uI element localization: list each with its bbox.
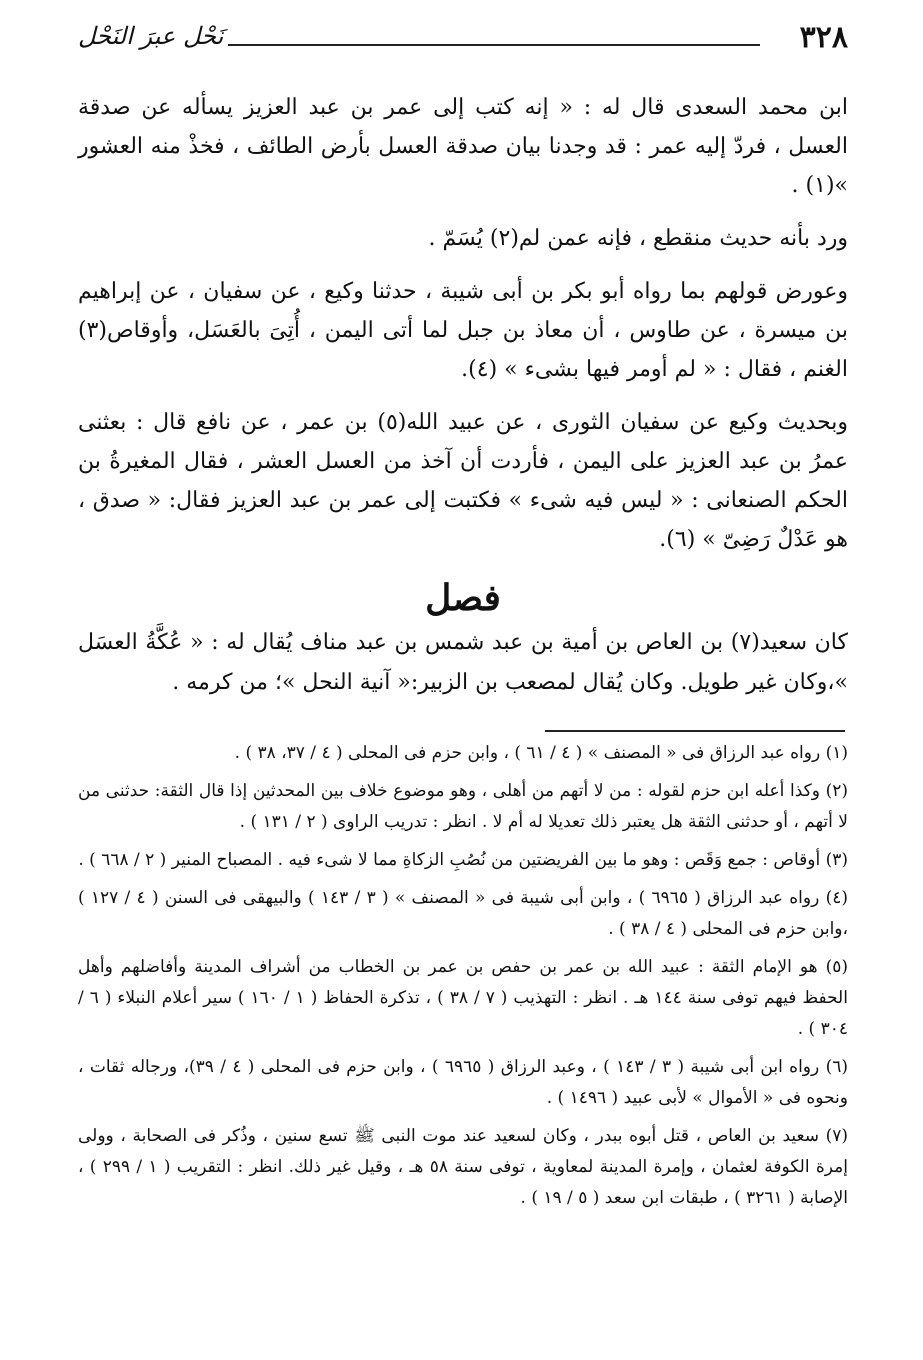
paragraph-4: وبحديث وكيع عن سفيان الثورى ، عن عبيد الله(٥) بن عمر ، عن نافع قال : بعثنى عمرُ بن عبد العزيز على اليمن ، فأردت أن آخذ من العسل العشر ، فقال المغيرةُ بن الحكم الصنعانى : « ليس فيه شىء » فكتبت إلى عمر بن عبد العزيز فقال: « صدق ، هو عَدْلٌ رَضِىّ » (٦).	[78, 410, 848, 552]
header-rule	[228, 44, 760, 46]
paragraph-2: ورد بأنه حديث منقطع ، فإنه عمن لم(٢) يُسَمّ .	[428, 226, 848, 251]
footnote-2: (٢) وكذا أعله ابن حزم لقوله : من لا أتهم من أهلى ، وهو موضوع خلاف بين المحدثين إذا قال الثقة: حدثنى من لا أتهم ، أو حدثنى الثقة هل يعتبر ذلك تعديلا له أم لا . انظر : تدريب الراوى ( ٢ / ١٣١ ) .	[78, 781, 848, 832]
footnote-rule	[545, 730, 845, 732]
main-text	[78, 88, 848, 703]
footnote-7: (٧) سعيد بن العاص ، قتل أبوه ببدر ، وكان لسعيد عند موت النبى ﷺ تسع سنين ، وذُكر فى الصحابة ، وولى إمرة الكوفة لعثمان ، وإمرة المدينة لمعاوية ، توفى سنة ٥٨ هـ ، وقيل غير ذلك. انظر : التقريب ( ١ / ٢٩٩ ) ، الإصابة ( ٣٢٦١ ) ، طبقات ابن سعد ( ٥ / ١٩ ) .	[78, 1126, 848, 1208]
section-heading: فصل	[425, 577, 501, 619]
paragraph-1: ابن محمد السعدى قال له : « إنه كتب إلى عمر بن عبد العزيز يسأله عن صدقة العسل ، فردّ إليه عمر : قد وجدنا بيان صدقة العسل بأرض الطائف ، فخذْ منه العشور »(١) .	[78, 95, 848, 198]
footnote-4: (٤) رواه عبد الرزاق ( ٦٩٦٥ ) ، وابن أبى شيبة فى « المصنف » ( ٣ / ١٤٣ ) والبيهقى فى السنن ( ٤ / ١٢٧ ) ،وابن حزم فى المحلى ( ٤ / ٣٨ ) .	[78, 888, 848, 939]
footnotes	[78, 738, 848, 1221]
footnote-1: (١) رواه عبد الرزاق فى « المصنف » ( ٤ / ٦١ ) ، وابن حزم فى المحلى ( ٤ / ٣٧، ٣٨ ) .	[234, 743, 848, 763]
footnote-5: (٥) هو الإمام الثقة : عبيد الله بن عمر بن حفص بن عمر بن الخطاب من أشراف المدينة وأفاضلهم وأهل الحفظ فيهم توفى سنة ١٤٤ هـ . انظر : التهذيب ( ٧ / ٣٨ ) ، تذكرة الحفاظ ( ١ / ١٦٠ ) سير أعلام النبلاء ( ٦ / ٣٠٤ ) .	[78, 957, 848, 1039]
footnote-6: (٦) رواه ابن أبى شيبة ( ٣ / ١٤٣ ) ، وعبد الرزاق ( ٦٩٦٥ ) ، وابن حزم فى المحلى ( ٤ / ٣٩)، ورجاله ثقات ، ونحوه فى « الأموال » لأبى عبيد ( ١٤٩٦ ) .	[78, 1057, 848, 1108]
running-title: نَحْل عبرَ النَحْل	[78, 22, 224, 50]
page-number: ٣٢٨	[799, 20, 848, 55]
footnote-3: (٣) أوقاص : جمع وَقَص : وهو ما بين الفريضتين من نُصُبِ الزكاةِ مما لا شىء فيه . المصباح المنير ( ٢ / ٦٦٨ ) .	[78, 850, 848, 870]
page-header	[78, 20, 848, 70]
section-paragraph: كان سعيد(٧) بن العاص بن أمية بن عبد شمس بن عبد مناف يُقال له : « عُكَّةُ العسَل »،وكان غير طويل. وكان يُقال لمصعب بن الزبير:« آنية النحل »؛ من كرمه .	[78, 630, 848, 695]
paragraph-3: وعورض قولهم بما رواه أبو بكر بن أبى شيبة ، حدثنا وكيع ، عن سفيان ، عن إبراهيم بن ميسرة ، عن طاوس ، أن معاذ بن جبل لما أتى اليمن ، أُتِىَ بالعَسَل، وأوقاص(٣) الغنم ، فقال : « لم أومر فيها بشىء » (٤).	[78, 279, 848, 382]
